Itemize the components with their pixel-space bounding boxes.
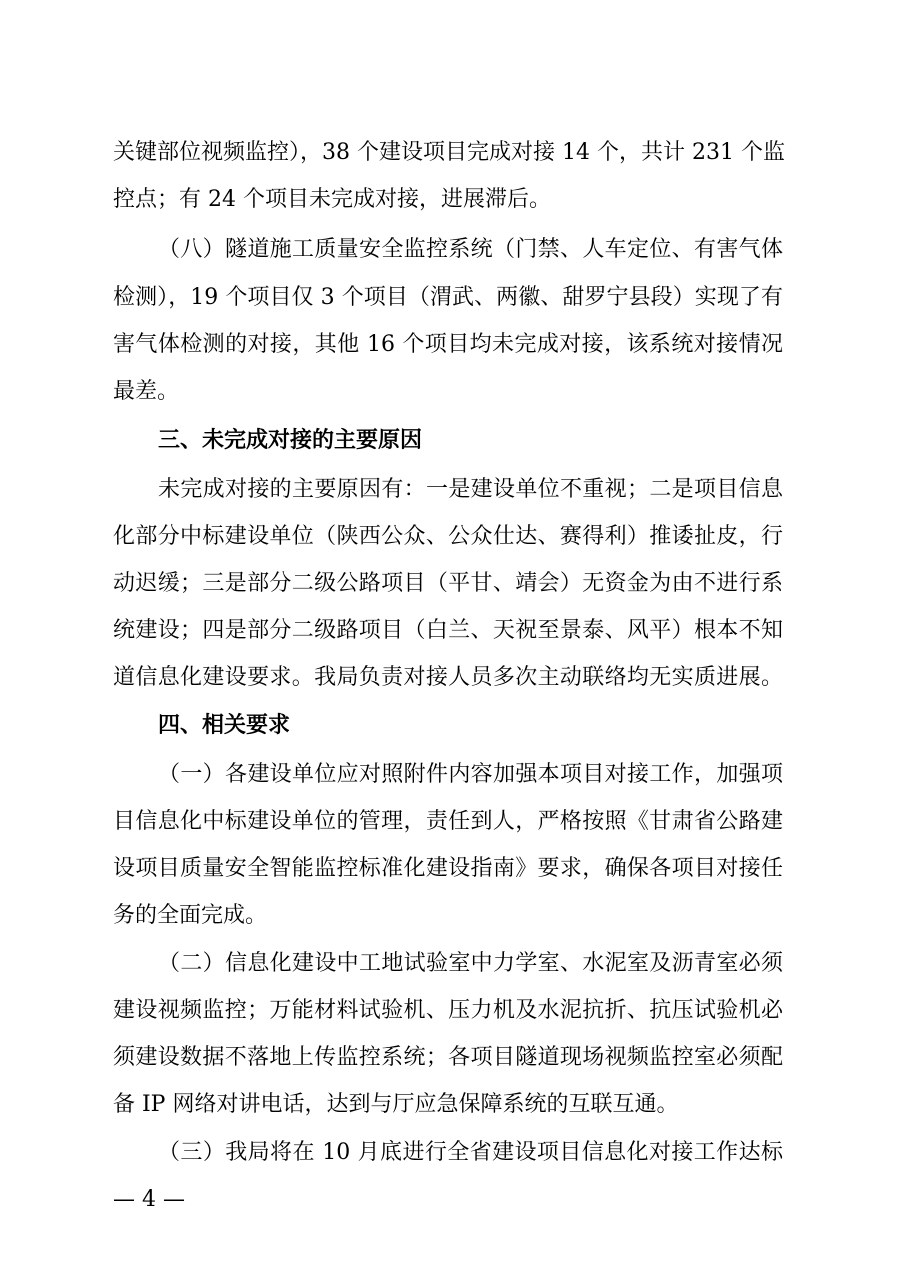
body-text-line: 动迟缓；三是部分二级公路项目（平甘、靖会）无资金为由不进行系 (113, 571, 783, 596)
body-text-line: 害气体检测的对接，其他 16 个项目均未完成对接，该系统对接情况 (113, 332, 783, 357)
paragraph-item-1: （一）各建设单位应对照附件内容加强本项目对接工作，加强项 (158, 762, 783, 787)
body-text-line: 未完成对接的主要原因有：一是建设单位不重视；二是项目信息 (158, 477, 783, 502)
paragraph-item-2: （二）信息化建设中工地试验室中力学室、水泥室及沥青室必须 (158, 951, 783, 976)
body-text-line: 关键部位视频监控），38 个建设项目完成对接 14 个，共计 231 个监 (113, 140, 785, 165)
page-number: — 4 — (113, 1187, 185, 1212)
section-heading-3: 三、未完成对接的主要原因 (158, 428, 423, 453)
paragraph-item-8: （八）隧道施工质量安全监控系统（门禁、人车定位、有害气体 (158, 237, 783, 262)
section-heading-4: 四、相关要求 (158, 713, 291, 738)
paragraph-item-3: （三）我局将在 10 月底进行全省建设项目信息化对接工作达标 (158, 1140, 783, 1165)
body-text-line: 务的全面完成。 (113, 903, 268, 928)
body-text-line: 控点；有 24 个项目未完成对接，进展滞后。 (113, 187, 551, 212)
body-text-line: 统建设；四是部分二级路项目（白兰、天祝至景泰、风平）根本不知 (113, 618, 783, 643)
body-text-line: 检测），19 个项目仅 3 个项目（渭武、两徽、甜罗宁县段）实现了有 (113, 285, 783, 310)
body-text-line: 最差。 (113, 379, 180, 404)
body-text-line: 道信息化建设要求。我局负责对接人员多次主动联络均无实质进展。 (113, 665, 783, 690)
body-text-line: 建设视频监控；万能材料试验机、压力机及水泥抗折、抗压试验机必 (113, 998, 783, 1023)
body-text-line: 须建设数据不落地上传监控系统；各项目隧道现场视频监控室必须配 (113, 1045, 783, 1070)
body-text-line: 化部分中标建设单位（陕西公众、公众仕达、赛得利）推诿扯皮，行 (113, 524, 783, 549)
body-text-line: 设项目质量安全智能监控标准化建设指南》要求，确保各项目对接任 (113, 856, 783, 881)
body-text-line: 目信息化中标建设单位的管理，责任到人，严格按照《甘肃省公路建 (113, 809, 783, 834)
body-text-line: 备 IP 网络对讲电话，达到与厅应急保障系统的互联互通。 (113, 1092, 679, 1117)
